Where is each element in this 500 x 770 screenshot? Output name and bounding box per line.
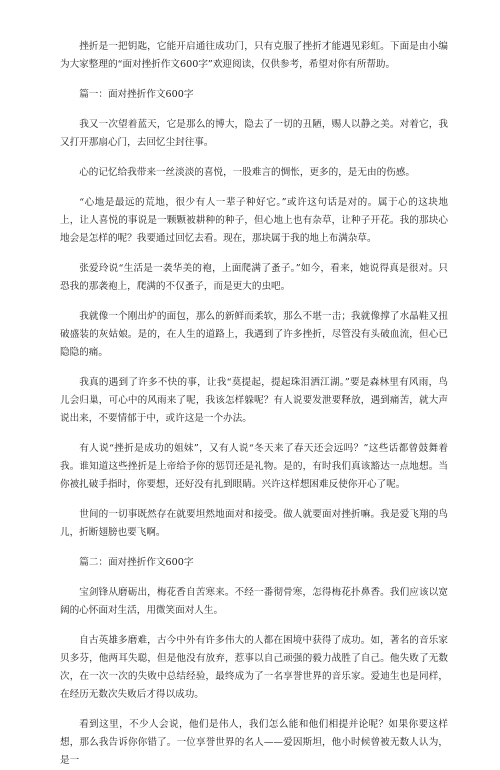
essay1-paragraph: 我真的遇到了许多不快的事，让我“莫提起，提起珠泪洒江湖。”要是森林里有风雨，鸟儿会归巢，可心中的风雨来了呢，我该怎样躲呢？有人说要发泄要释放，遇到痛苦，就大声说出来，不要情郁于中，或许这是一个办法。 (60, 377, 448, 424)
essay1-paragraph: 张爱玲说“生活是一袭华美的袍，上面爬满了蚤子。”如今，看来，她说得真是很对。只恐我的那袭袍上，爬满的不仅蚤子，而是更大的虫吧。 (60, 263, 448, 292)
essay1-paragraph: 我又一次望着蓝天，它是那么的博大，隐去了一切的丑陋，赐人以静之美。对着它，我又打开那扇心门，去回忆尘封往事。 (60, 119, 448, 148)
essay2-paragraph: 看到这里，不少人会说，他们是伟人，我们怎么能和他们相提并论呢？如果你要这样想，那么我告诉你你错了。一位享誉世界的名人——爱因斯坦，他小时候曾被无数人认为，是一 (60, 719, 448, 766)
essay1-paragraph: 有人说“挫折是成功的姐妹”，又有人说“冬天来了春天还会远吗？”这些话都曾鼓舞着我。谁知道这些挫折是上帝给予你的惩罚还是礼物。是的，有时我们真该豁达一点地想。当你被扎破手指时，你要想，还好没有扎到眼睛。兴许这样想困难反使你开心了呢。 (60, 443, 448, 490)
essay2-paragraph: 自古英雄多磨难，古今中外有许多伟大的人都在困境中获得了成功。如，著名的音乐家贝多芬，他两耳失聪，但是他没有放弃，惹事以自己顽强的毅力战胜了自己。他失败了无数次，在一次一次的失败中总结经验，最终成为了一名享誉世界的音乐家。爱迪生也是同样，在经历无数次失败后才得以成功。 (60, 635, 448, 700)
essay2-heading: 篇二：面对挫折作文600字 (79, 557, 194, 568)
essay1-paragraph: 心的记忆给我带来一丝淡淡的喜悦，一股难言的惆怅，更多的，是无由的伤感。 (79, 167, 415, 178)
essay1-heading: 篇一：面对挫折作文600字 (79, 89, 194, 100)
essay1-paragraph: “心地是最远的荒地，很少有人一辈子种好它。”或许这句话是对的。属于心的这块地上，让人喜悦的事说是一颗颗被耕种的种子，但心地上也有杂草，让种子开花。我的那块心地会是怎样的呢？我要通过回忆去看。现在，那块属于我的地上布满杂草。 (60, 197, 448, 244)
essay1-paragraph: 我就像一个刚出炉的面包，那么的新鲜而柔软，那么不堪一击；我就像撑了水晶鞋又扭破盛装的灰姑娘。是的，在人生的道路上，我遇到了许多挫折，尽管没有头破血流，但心已隐隐的痛。 (60, 311, 448, 358)
essay1-paragraph: 世间的一切事既然存在就要坦然地面对和接受。做人就要面对挫折嘛。我是爱飞翔的鸟儿，折断翅膀也要飞啊。 (60, 509, 448, 538)
intro-paragraph: 挫折是一把钥匙，它能开启通往成功门，只有克服了挫折才能遇见彩虹。下面是由小编为大家整理的“面对挫折作文600字”欢迎阅读，仅供参考，希望对你有所帮助。 (60, 41, 448, 70)
essay2-paragraph: 宝剑锋从磨砺出，梅花香自苦寒来。不经一番彻骨寒，怎得梅花扑鼻香。我们应该以宽阔的心怀面对生活，用微笑面对人生。 (60, 587, 448, 616)
